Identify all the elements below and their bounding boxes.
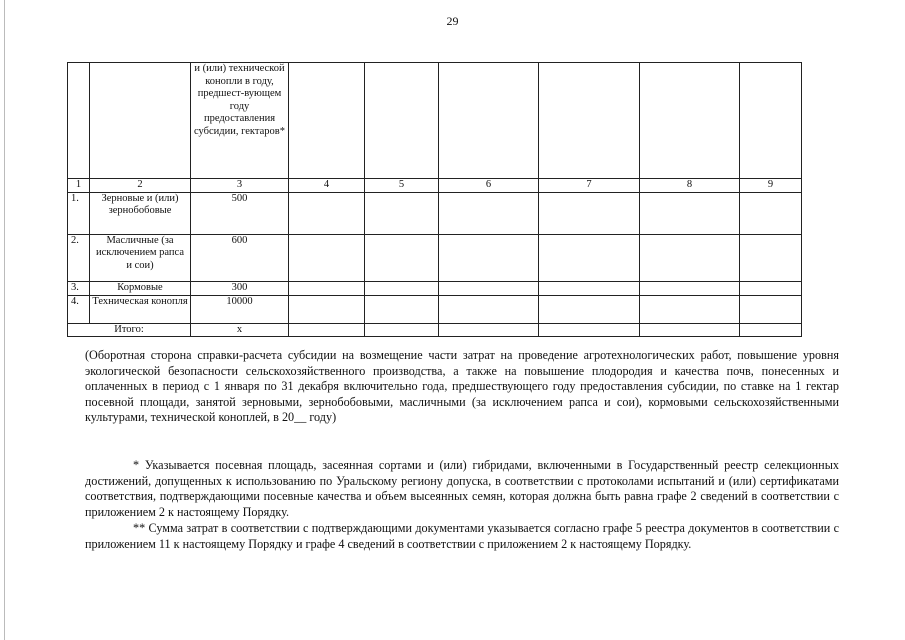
crop-name: Зерновые и (или) зернобобовые	[90, 192, 191, 234]
table-cell	[539, 295, 640, 323]
table-cell	[740, 295, 802, 323]
table-cell	[289, 63, 365, 179]
footnote-1: * Указывается посевная площадь, засеянная сортами и (или) гибридами, включенными в Государственный реестр селекционных достижений, допущенных к использованию по Уральскому региону допуска, в соответствии с протоколами испытаний и (или) сертификатами соответствия, подтверждающими посевные качества и объем высеянных семян, которая должна быть равна графе 2 сведений в соответствии с приложением 2 к настоящему Порядку.	[85, 458, 839, 519]
table-cell	[90, 63, 191, 179]
table-cell	[439, 192, 539, 234]
table-cell	[289, 295, 365, 323]
table-cell	[539, 281, 640, 295]
table-row	[68, 192, 802, 234]
table-cell	[439, 295, 539, 323]
page-edge-line	[4, 0, 5, 640]
rate-value: 300	[191, 281, 289, 295]
crop-name: Кормовые	[90, 281, 191, 295]
table-cell	[640, 281, 740, 295]
page-number: 29	[446, 14, 459, 28]
column-numbers-row	[68, 179, 802, 193]
column-number: 5	[365, 179, 439, 193]
header-col2-text: и (или) технической конопли в году, предшест-вующем году предоставления субсидии, гектаров*	[191, 63, 289, 179]
table-cell	[68, 63, 90, 179]
table-cell	[439, 281, 539, 295]
rate-value: 10000	[191, 295, 289, 323]
table-cell	[740, 63, 802, 179]
table-cell	[539, 234, 640, 281]
table-cell	[740, 281, 802, 295]
column-number: 1	[68, 179, 90, 193]
table-cell	[289, 234, 365, 281]
crop-name: Масличные (за исключением рапса и сои)	[90, 234, 191, 281]
rate-value: 500	[191, 192, 289, 234]
table-cell	[289, 323, 365, 337]
table-cell	[740, 234, 802, 281]
column-number: 9	[740, 179, 802, 193]
row-number: 1.	[68, 192, 90, 234]
table-cell	[740, 192, 802, 234]
footnote-2: ** Сумма затрат в соответствии с подтверждающими документами указывается согласно графе 5 реестра документов в соответствии с приложением 11 к настоящему Порядку и графе 4 сведений в соответствии с приложением 2 к настоящему Порядку.	[85, 521, 839, 551]
table-row	[68, 281, 802, 295]
table-cell	[365, 63, 439, 179]
total-col3: х	[191, 323, 289, 337]
table-cell	[539, 323, 640, 337]
table-cell	[640, 192, 740, 234]
rate-value: 600	[191, 234, 289, 281]
subsidy-table	[67, 62, 802, 337]
column-number: 8	[640, 179, 740, 193]
table-cell	[539, 192, 640, 234]
table-row	[68, 295, 802, 323]
table-cell	[439, 323, 539, 337]
table-cell	[640, 234, 740, 281]
table-cell	[365, 323, 439, 337]
back-side-paragraph: (Оборотная сторона справки-расчета субсидии на возмещение части затрат на проведение агротехнологических работ, повышение уровня экологической безопасности сельскохозяйственного производства, а также на повышение плодородия и качества почв, понесенных и оплаченных в период с 1 января по 31 декабря включительно года, предшествующего году предоставления субсидии, по ставке на 1 гектар посевной площади, занятой зерновыми, зернобобовыми, масличными (за исключением рапса и сои), кормовыми сельскохозяйственными культурами, технической коноплей, в 20__ году)	[85, 348, 839, 425]
table-cell	[365, 295, 439, 323]
column-number: 2	[90, 179, 191, 193]
table-cell	[289, 281, 365, 295]
table-cell	[439, 63, 539, 179]
crop-name: Техническая конопля	[90, 295, 191, 323]
total-row	[68, 323, 802, 337]
table-cell	[365, 192, 439, 234]
column-number: 3	[191, 179, 289, 193]
table-cell	[365, 234, 439, 281]
column-number: 4	[289, 179, 365, 193]
table-cell	[289, 192, 365, 234]
total-label: Итого:	[68, 323, 191, 337]
table-cell	[439, 234, 539, 281]
table-header-row	[68, 63, 802, 179]
table-cell	[539, 63, 640, 179]
row-number: 2.	[68, 234, 90, 281]
column-number: 6	[439, 179, 539, 193]
table-row	[68, 234, 802, 281]
row-number: 3.	[68, 281, 90, 295]
table-cell	[640, 295, 740, 323]
table-cell	[740, 323, 802, 337]
column-number: 7	[539, 179, 640, 193]
table-cell	[365, 281, 439, 295]
table-cell	[640, 63, 740, 179]
row-number: 4.	[68, 295, 90, 323]
table-cell	[640, 323, 740, 337]
